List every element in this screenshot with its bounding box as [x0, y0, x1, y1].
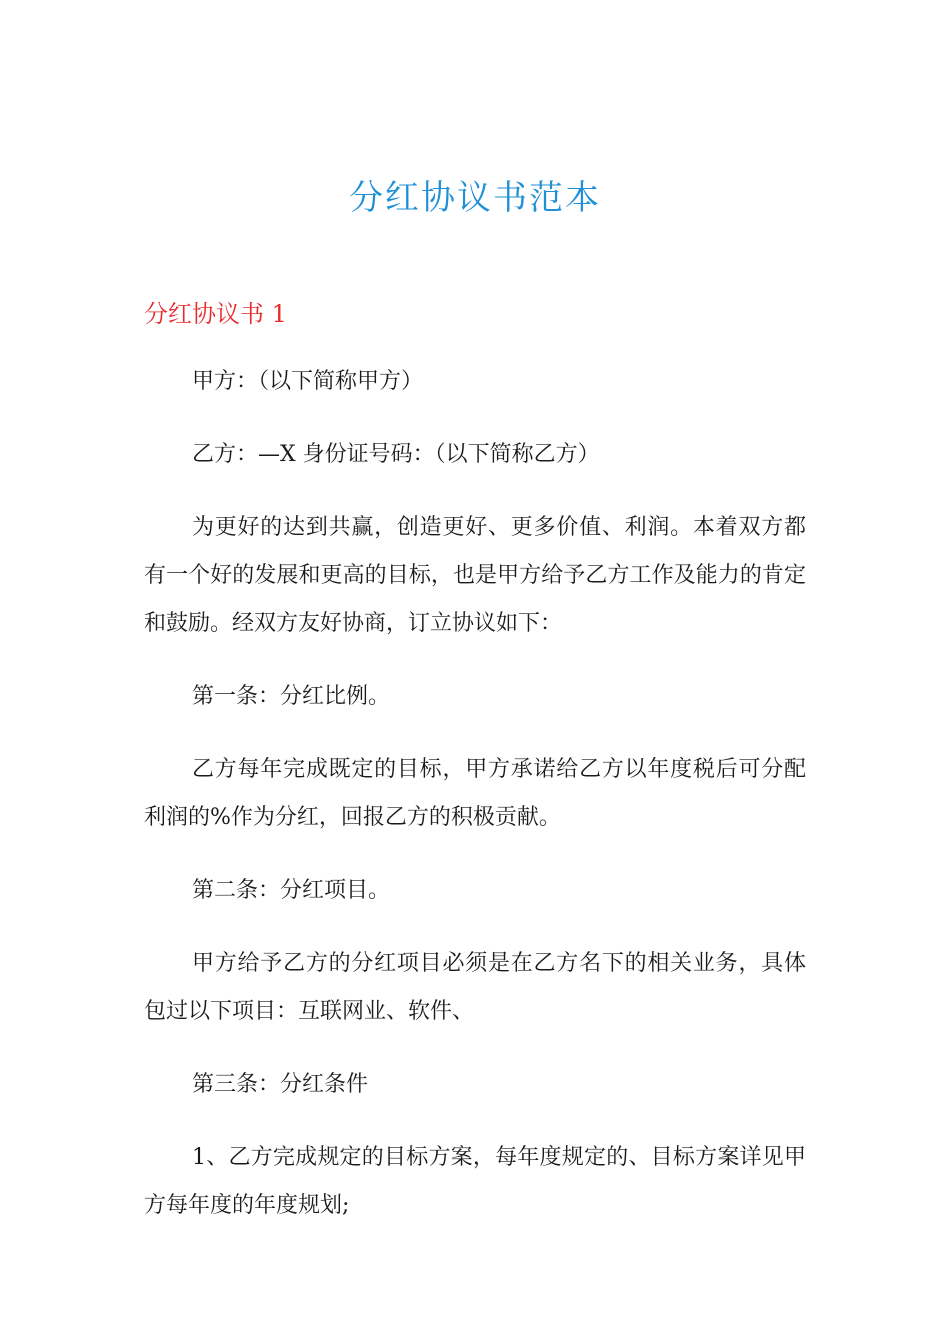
- article-1-text: 乙方每年完成既定的目标，甲方承诺给乙方以年度税后可分配利润的%作为分红，回报乙方的积极贡献。: [144, 757, 806, 830]
- preamble-paragraph: 为更好的达到共赢，创造更好、更多价值、利润。本着双方都有一个好的发展和更高的目标，也是甲方给予乙方工作及能力的肯定和鼓励。经双方友好协商，订立协议如下：: [144, 515, 806, 636]
- article-3-heading: 第三条：分红条件: [192, 1072, 369, 1097]
- party-b-line: 乙方：—X 身份证号码：（以下简称乙方）: [192, 442, 600, 467]
- document-title: 分红协议书范本: [349, 178, 601, 218]
- party-a-line: 甲方：（以下简称甲方）: [192, 369, 424, 394]
- document-body: [144, 358, 806, 1255]
- article-3-item-1: 1、乙方完成规定的目标方案，每年度规定的、目标方案详见甲方每年度的年度规划;: [144, 1145, 806, 1218]
- article-2-heading: 第二条：分红项目。: [192, 878, 391, 903]
- article-2-text: 甲方给予乙方的分红项目必须是在乙方名下的相关业务，具体包过以下项目：互联网业、软件、: [144, 951, 806, 1024]
- section-heading: 分红协议书 1: [144, 300, 287, 328]
- article-1-heading: 第一条：分红比例。: [192, 684, 391, 709]
